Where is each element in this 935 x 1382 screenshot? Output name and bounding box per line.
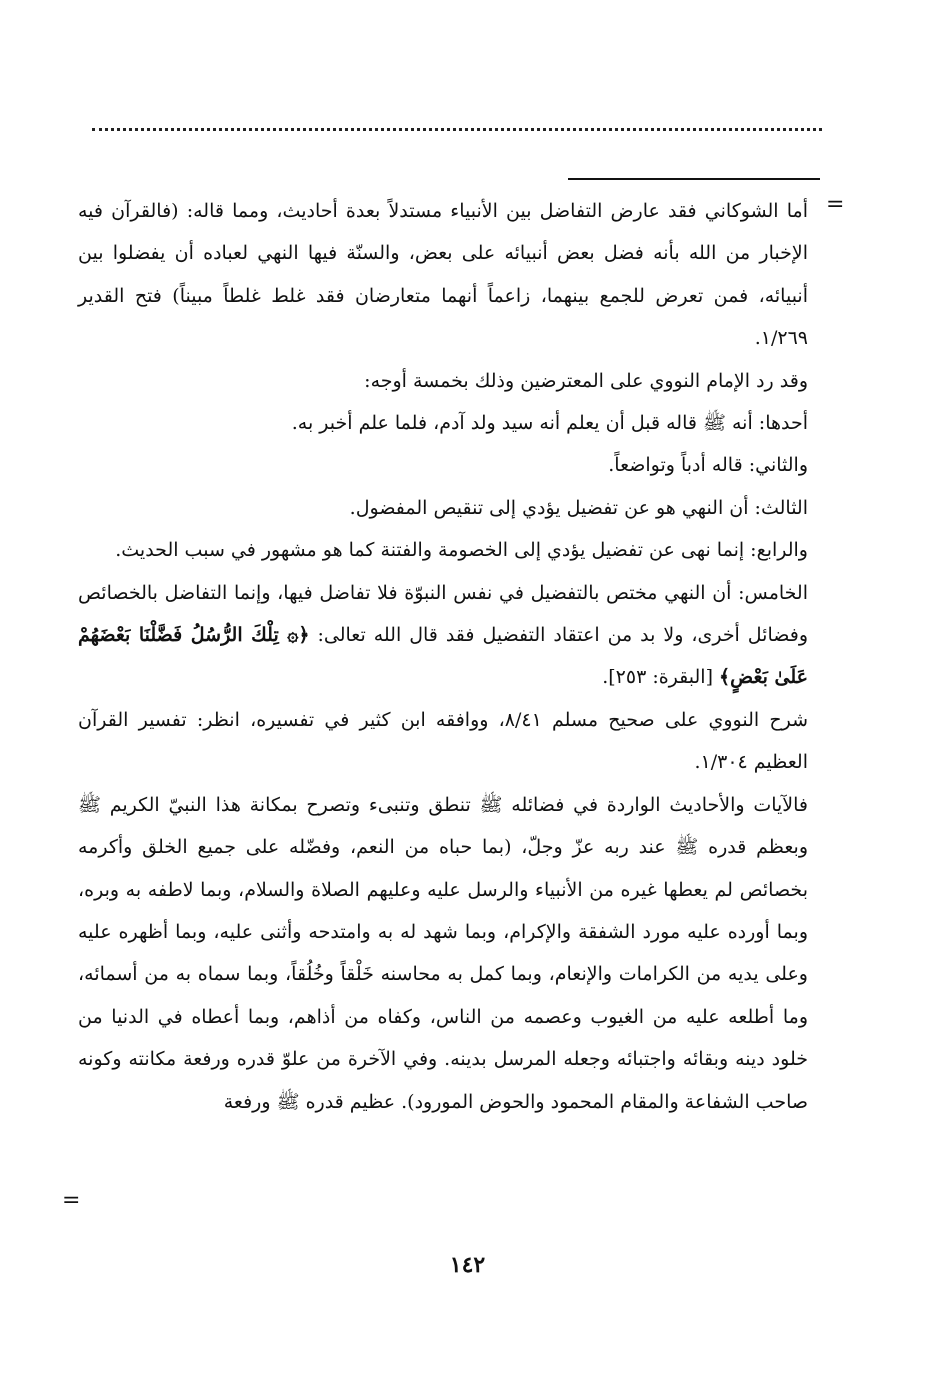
paragraph-reason-2: والثاني: قاله أدباً وتواضعاً.	[608, 454, 808, 477]
header-dotted-rule	[92, 128, 822, 131]
continuation-mark-end: =	[62, 1188, 81, 1213]
paragraph-reason-1: أحدها: أنه ﷺ قاله قبل أن يعلم أنه سيد ولد آدم، فلما علم أخبر به.	[291, 412, 808, 435]
paragraph-virtues: فالآيات والأحاديث الواردة في فضائله ﷺ تنطق وتنبىء وتصرح بمكانة هذا النبيّ الكريم ﷺ وبعظم قدره ﷺ عند ربه عزّ وجلّ، (بما حباه من النعم، وفضّله على جميع الخلق وأكرمه بخصائص لم يعطها غيره من الأنبياء والرسل عليه وعليهم الصلاة والسلام، وبما لاطفه به وبره، وبما أورده عليه مورد الشفقة والإكرام، وبما شهد له به وامتدحه وأثنى عليه، وبما أظهره عليه وعلى يديه من الكرامات والإنعام، وبما كمل به محاسنه خَلْقاً وخُلُقاً، وبما سماه به من أسمائه، وما أطلعه عليه من الغيوب وعصمه من الناس، وكفاه من أذاهم، وبما أعطاه في الدنيا من خلود دينه وبقائه واجتبائه وجعله المرسل بدينه. وفي الآخرة من علوّ قدره ورفعة مكانته وكونه صاحب الشفاعة والمقام المحمود والحوض المورود). عظيم قدره ﷺ ورفعة	[78, 793, 808, 1113]
paragraph-nawawi-intro: وقد رد الإمام النووي على المعترضين وذلك بخمسة أوجه:	[364, 369, 808, 392]
page-number: ١٤٢	[449, 1252, 486, 1278]
quran-verse: ﴿۞ تِلْكَ الرُّسُلُ فَضَّلْنَا بَعْضَهُمْ عَلَىٰ بَعْضٍ﴾	[78, 624, 808, 689]
paragraph-reason-5	[78, 572, 808, 699]
continuation-mark-start: =	[826, 192, 845, 217]
footnote-separator-rule	[568, 178, 820, 180]
paragraph-reason-4: والرابع: إنما نهى عن تفضيل يؤدي إلى الخصومة والفتنة كما هو مشهور في سبب الحديث.	[115, 539, 808, 562]
reason-5-text: الخامس: أن النهي مختص بالتفضيل في نفس النبوّة فلا تفاضل فيها، وإنما التفاضل بالخصائص وفضائل أخرى، ولا بد من اعتقاد التفضيل فقد قال الله تعالى:	[78, 581, 808, 647]
paragraph-source: شرح النووي على صحيح مسلم ٨/٤١، ووافقه ابن كثير في تفسيره، انظر: تفسير القرآن العظيم ١/٣٠٤.	[78, 708, 808, 774]
verse-reference: [البقرة: ٢٥٣].	[602, 666, 713, 689]
footnote-body	[78, 190, 808, 1123]
paragraph-shawkani: أما الشوكاني فقد عارض التفاضل بين الأنبياء مستدلاً بعدة أحاديث، ومما قاله: (فالقرآن فيه الإخبار من الله بأنه فضل بعض أنبيائه على بعض، والسنّة فيها النهي لعباده أن يفضلوا بين أنبيائه، فمن تعرض للجمع بينهما، زاعماً أنهما متعارضان فقد غلط غلطاً مبيناً) فتح القدير ١/٢٦٩.	[78, 200, 808, 350]
paragraph-reason-3: الثالث: أن النهي هو عن تفضيل يؤدي إلى تنقيص المفضول.	[349, 496, 808, 519]
